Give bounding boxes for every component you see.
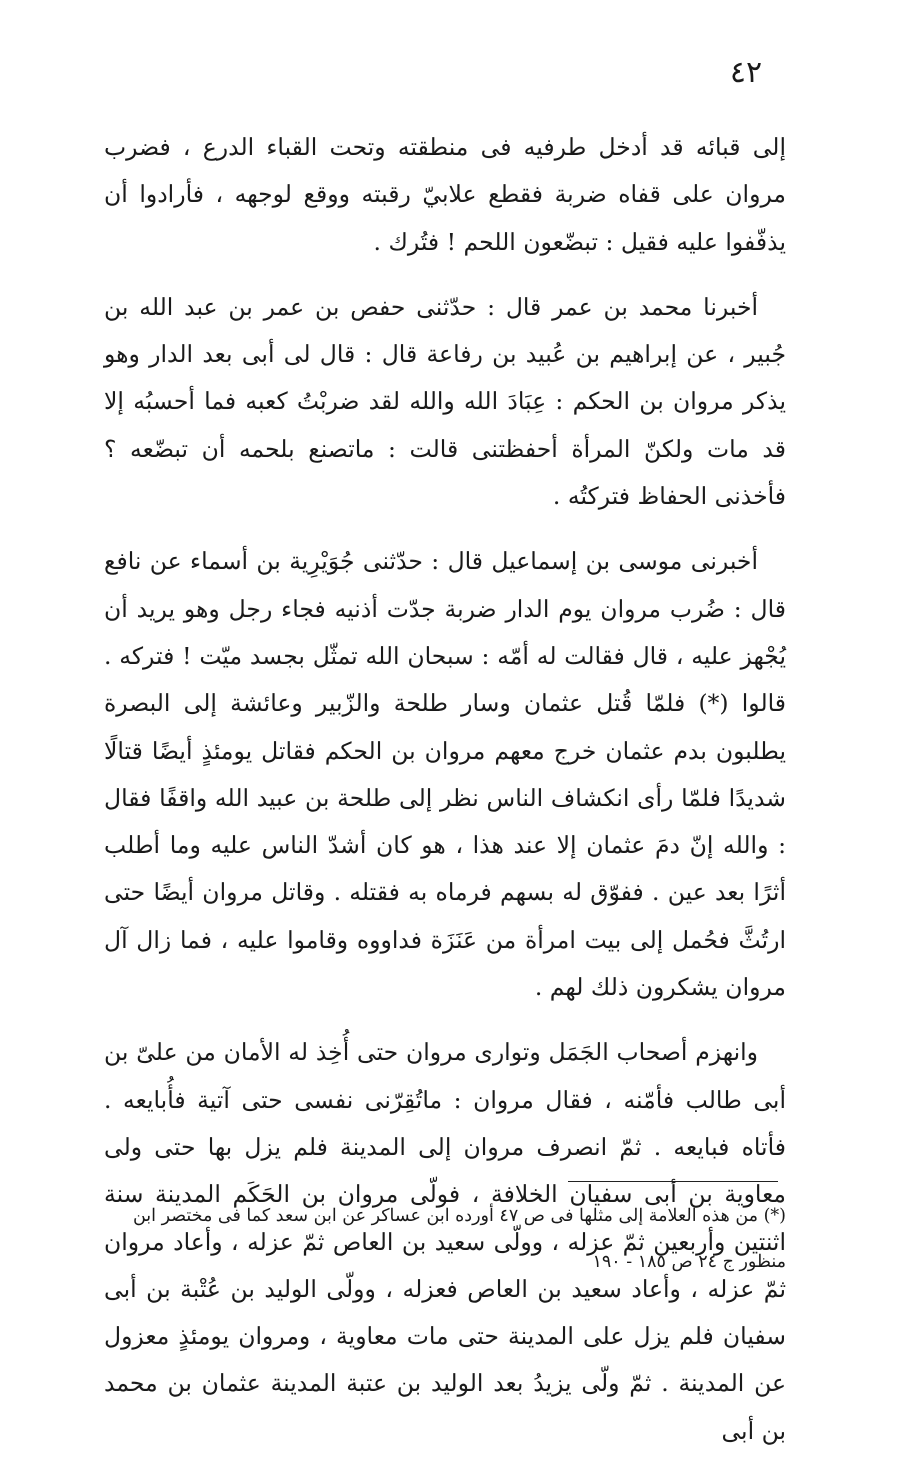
page-number: ٤٢ (729, 55, 763, 90)
paragraph-1-text: إلى قبائه قد أدخل طرفيه فى منطقته وتحت القباء الدرع ، فضرب مروان على قفاه ضربة فقطع علابيّ رقبته ووقع لوجهه ، فأرادوا أن يذفّفوا عليه فقيل : تبضّعون اللحم ! فتُرك . (104, 133, 786, 256)
paragraph-4-text: وانهزم أصحاب الجَمَل وتوارى مروان حتى أُخِذ له الأمان من علىّ بن أبى طالب فأمّنه ، فقال مروان : ماتُقِرّنى نفسى حتى آتية فأُبايعه . فأتاه فبايعه . ثمّ انصرف مروان إلى المدينة فلم يزل بها حتى ولى معاوية بن أبى سفيان الخلافة ، فولّى مروان بن الحَكَم المدينة سنة اثنتين وأربعين ثمّ عزله ، وولّى سعيد بن العاص ثمّ عزله ، وأعاد مروان ثمّ عزله ، وأعاد سعيد بن العاص فعزله ، وولّى الوليد بن عُتْبة بن أبى سفيان فلم يزل على المدينة حتى مات معاوية ، ومروان يومئذٍ معزول عن المدينة . ثمّ ولّى يزيدُ بعد الوليد بن عتبة المدينة عثمان بن محمد بن أبى (104, 1038, 786, 1445)
paragraph-3 (104, 538, 786, 1011)
footnote-divider (568, 1181, 778, 1182)
paragraph-2-text: أخبرنا محمد بن عمر قال : حدّثنى حفص بن عمر بن عبد الله بن جُبير ، عن إبراهيم بن عُبيد بن رفاعة قال : قال لى أبى بعد الدار وهو يذكر مروان بن الحكم : عِبَادَ الله والله لقد ضربْتُ كعبه فما أحسبُه إلا قد مات ولكنّ المرأة أحفظتنى قالت : ماتصنع بلحمه أن تبضّعه ؟ فأخذنى الحفاظ فتركتُه . (104, 292, 786, 511)
paragraph-3-text: أخبرنى موسى بن إسماعيل قال : حدّثنى جُوَيْرِية بن أسماء عن نافع قال : ضُرب مروان يوم الدار ضربة جدّت أذنيه فجاء رجل وهو يريد أن يُجْهز عليه ، قال فقالت له أمّه : سبحان الله تمثّل بجسد ميّت ! فتركه . قالوا (*) فلمّا قُتل عثمان وسار طلحة والزّبير وعائشة إلى البصرة يطلبون بدم عثمان خرج معهم مروان بن الحكم فقاتل يومئذٍ أيضًا قتالًا شديدًا فلمّا رأى انكشاف الناس نظر إلى طلحة بن عبيد الله واقفًا فقال : والله إنّ دمَ عثمان إلا عند هذا ، هو كان أشدّ الناس عليه وما أطلب أثرًا بعد عين . ففوّق له بسهم فرماه به فقتله . وقاتل مروان أيضًا حتى ارتُثَّ فحُمل إلى بيت امرأة من عَنَزَة فداووه وقاموا عليه ، فما زال آل مروان يشكرون ذلك لهم . (104, 547, 786, 1002)
footnote-line-1: (*) من هذه العلامة إلى مثلها فى ص ٤٧ أورده ابن عساكر عن ابن سعد كما فى مختصر ابن (132, 1206, 786, 1226)
paragraph-2 (104, 284, 786, 520)
footnote (84, 1193, 786, 1285)
footnote-line-2: منظور ج ٢٤ ص ١٨٥ - ١٩٠ (592, 1252, 786, 1272)
paragraph-1 (104, 124, 786, 266)
